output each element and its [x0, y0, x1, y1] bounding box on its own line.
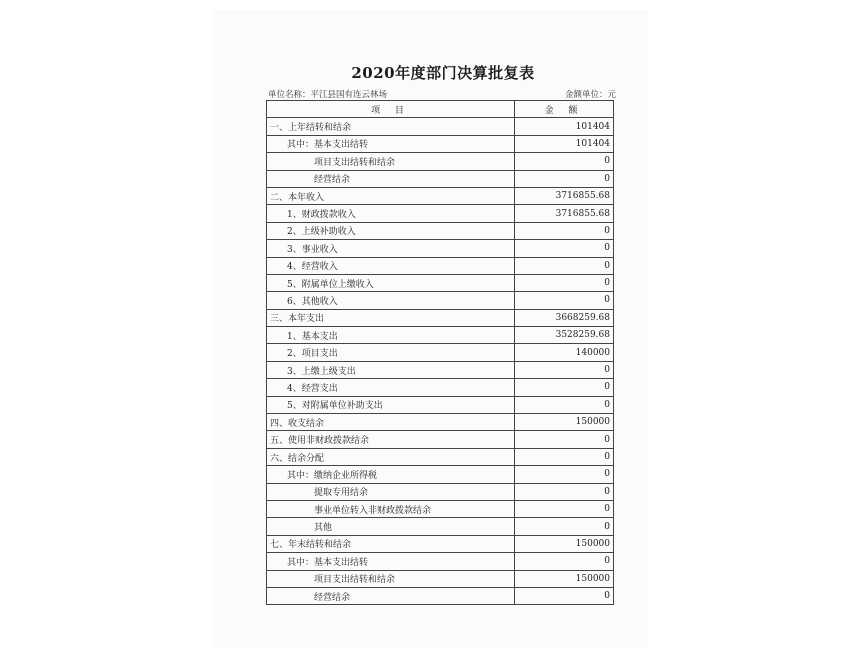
row-amount: 0: [515, 257, 614, 274]
row-label: 经营结余: [267, 170, 515, 187]
table-header-row: [267, 101, 614, 118]
table-row: [267, 535, 614, 552]
amount-unit: 金额单位：元: [564, 90, 616, 100]
table-row: [267, 448, 614, 465]
table-row: [267, 118, 614, 135]
table-row: [267, 553, 614, 570]
row-amount: 3716855.68: [515, 187, 614, 204]
row-amount: 0: [515, 396, 614, 413]
row-label: 七、年末结转和结余: [267, 535, 515, 552]
row-label: 2、项目支出: [267, 344, 515, 361]
row-label: 其中：缴纳企业所得税: [267, 466, 515, 483]
row-amount: 0: [515, 153, 614, 170]
table-row: [267, 396, 614, 413]
row-label: 3、上缴上级支出: [267, 361, 515, 378]
table-row: [267, 414, 614, 431]
table-row: [267, 257, 614, 274]
row-amount: 0: [515, 518, 614, 535]
row-amount: 0: [515, 587, 614, 604]
table-row: [267, 153, 614, 170]
row-amount: 101404: [515, 118, 614, 135]
row-amount: 0: [515, 448, 614, 465]
row-amount: 150000: [515, 535, 614, 552]
row-label: 6、其他收入: [267, 292, 515, 309]
table-row: [267, 379, 614, 396]
column-header-amount: 金 额: [515, 101, 614, 118]
row-label: 1、基本支出: [267, 327, 515, 344]
row-amount: 0: [515, 240, 614, 257]
row-label: 六、结余分配: [267, 448, 515, 465]
row-amount: 0: [515, 379, 614, 396]
row-amount: 0: [515, 431, 614, 448]
table-row: [267, 135, 614, 152]
row-label: 1、财政拨款收入: [267, 205, 515, 222]
budget-approval-table: [266, 100, 614, 605]
table-row: [267, 292, 614, 309]
row-amount: 150000: [515, 570, 614, 587]
row-label: 其他: [267, 518, 515, 535]
row-label: 3、事业收入: [267, 240, 515, 257]
row-amount: 101404: [515, 135, 614, 152]
row-label: 四、收支结余: [267, 414, 515, 431]
unit-name: 单位名称：平江县国有连云林场: [268, 90, 388, 100]
row-label: 项目支出结转和结余: [267, 570, 515, 587]
table-row: [267, 431, 614, 448]
row-amount: 0: [515, 222, 614, 239]
table-row: [267, 518, 614, 535]
table-row: [267, 170, 614, 187]
row-amount: 3668259.68: [515, 309, 614, 326]
row-amount: 0: [515, 466, 614, 483]
table-row: [267, 240, 614, 257]
table-row: [267, 344, 614, 361]
row-amount: 0: [515, 361, 614, 378]
table-row: [267, 205, 614, 222]
row-label: 三、本年支出: [267, 309, 515, 326]
row-amount: 0: [515, 500, 614, 517]
row-label: 事业单位转入非财政拨款结余: [267, 500, 515, 517]
row-amount: 0: [515, 274, 614, 291]
table-row: [267, 587, 614, 604]
table-row: [267, 361, 614, 378]
row-label: 2、上级补助收入: [267, 222, 515, 239]
row-label: 5、对附属单位补助支出: [267, 396, 515, 413]
row-label: 4、经营支出: [267, 379, 515, 396]
table-row: [267, 327, 614, 344]
row-amount: 0: [515, 483, 614, 500]
row-amount: 140000: [515, 344, 614, 361]
row-amount: 0: [515, 553, 614, 570]
row-label: 一、上年结转和结余: [267, 118, 515, 135]
row-label: 提取专用结余: [267, 483, 515, 500]
table-row: [267, 274, 614, 291]
table-row: [267, 309, 614, 326]
row-amount: 0: [515, 292, 614, 309]
row-label: 项目支出结转和结余: [267, 153, 515, 170]
row-label: 其中：基本支出结转: [267, 553, 515, 570]
table-row: [267, 222, 614, 239]
row-label: 5、附属单位上缴收入: [267, 274, 515, 291]
table-row: [267, 483, 614, 500]
row-amount: 0: [515, 170, 614, 187]
table-row: [267, 570, 614, 587]
row-amount: 150000: [515, 414, 614, 431]
row-label: 其中：基本支出结转: [267, 135, 515, 152]
row-amount: 3716855.68: [515, 205, 614, 222]
page-title: 2020年度部门决算批复表: [351, 64, 535, 82]
column-header-item: 项 目: [267, 101, 515, 118]
table-row: [267, 466, 614, 483]
row-label: 4、经营收入: [267, 257, 515, 274]
row-label: 五、使用非财政拨款结余: [267, 431, 515, 448]
table-row: [267, 500, 614, 517]
row-label: 经营结余: [267, 587, 515, 604]
table-row: [267, 187, 614, 204]
row-amount: 3528259.68: [515, 327, 614, 344]
row-label: 二、本年收入: [267, 187, 515, 204]
